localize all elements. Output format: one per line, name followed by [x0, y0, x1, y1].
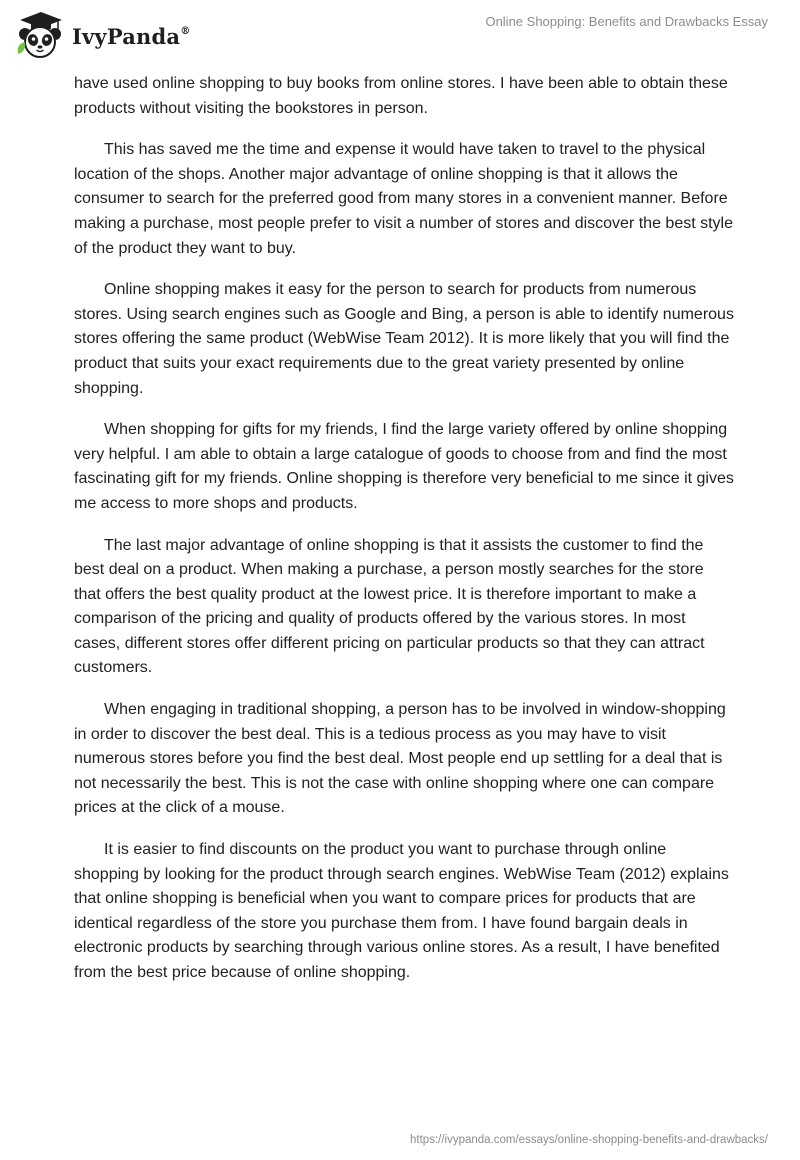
- essay-paragraph-6: When engaging in traditional shopping, a person has to be involved in window-shopping in order to discover the best deal. This is a tedious process as you may have to visit numerous stores before you find the best deal. Most people end up settling for a deal that is not necessarily the best. This is not the case with online shopping where one can compare prices at the click of a mouse.: [74, 701, 726, 817]
- panda-logo-icon: [14, 8, 66, 60]
- page-header: [0, 0, 800, 70]
- essay-paragraph-4: When shopping for gifts for my friends, I find the large variety offered by online shopping very helpful. I am able to obtain a large catalogue of goods to choose from and find the most fascinating gift for my friends. Online shopping is therefore very beneficial to me since it gives me access to more shops and products.: [74, 421, 734, 512]
- registered-mark: ®: [180, 25, 191, 37]
- source-url-link[interactable]: https://ivypanda.com/essays/online-shopping-benefits-and-drawbacks/: [410, 1134, 768, 1146]
- essay-body: [74, 72, 734, 1003]
- essay-paragraph-7: It is easier to find discounts on the product you want to purchase through online shopping by looking for the product through search engines. WebWise Team (2012) explains that online shopping is beneficial when you want to compare prices for products that are identical regardless of the store you purchase them from. I have found bargain deals in electronic products by searching through various online stores. As a result, I have benefited from the best price because of online shopping.: [74, 841, 729, 981]
- brand-logo[interactable]: [14, 8, 190, 60]
- essay-paragraph-3: Online shopping makes it easy for the person to search for products from numerous stores. Using search engines such as Google and Bing, a person is able to identify numerous stores offering the same product (WebWise Team 2012). It is more likely that you will find the product that suits your exact requirements due to the great variety presented by online shopping.: [74, 281, 734, 397]
- essay-paragraph-1: have used online shopping to buy books from online stores. I have been able to obtain these products without visiting the bookstores in person.: [74, 75, 728, 117]
- document-title: Online Shopping: Benefits and Drawbacks Essay: [485, 14, 768, 29]
- essay-paragraph-5: The last major advantage of online shopping is that it assists the customer to find the best deal on a product. When making a purchase, a person mostly searches for the store that offers the best quality product at the lowest price. It is therefore important to make a comparison of the pricing and quality of products offered by the various stores. In most cases, different stores offer different pricing on particular products so that they can attract customers.: [74, 536, 705, 677]
- essay-paragraph-2: This has saved me the time and expense it would have taken to travel to the physical location of the shops. Another major advantage of online shopping is that it allows the consumer to search for the preferred good from many stores in a convenient manner. Before making a purchase, most people prefer to visit a number of stores and discover the best style of the product they want to buy.: [74, 141, 733, 257]
- brand-name: IvyPanda®: [72, 23, 191, 49]
